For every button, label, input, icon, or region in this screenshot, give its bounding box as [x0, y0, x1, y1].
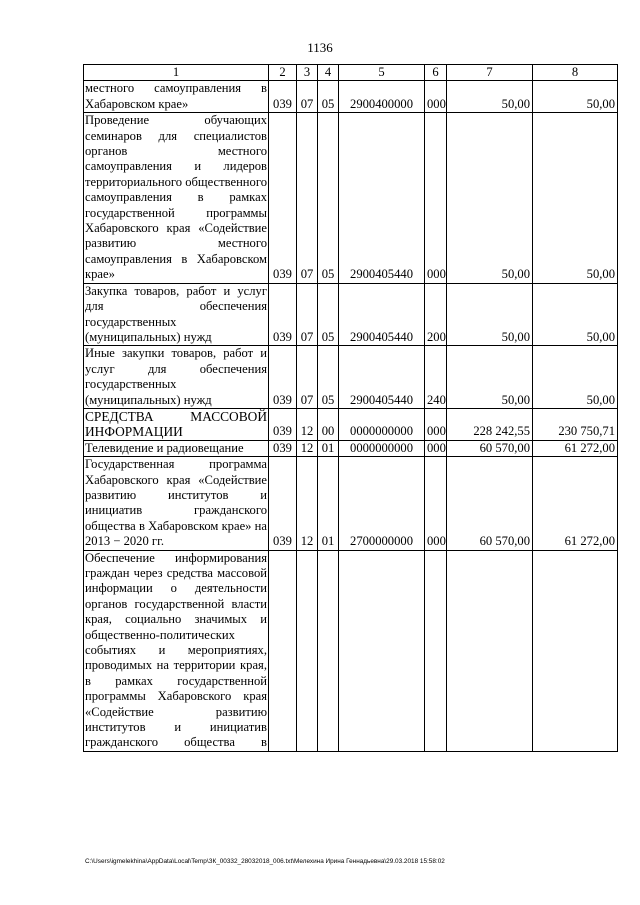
expense-type-code: 000 — [425, 113, 447, 283]
amount-year-1: 50,00 — [447, 113, 533, 283]
budget-table — [83, 64, 618, 752]
target-article-code: 2900405440 — [339, 283, 425, 346]
amount-year-1: 60 570,00 — [447, 457, 533, 550]
subsection-code: 05 — [318, 81, 339, 113]
amount-year-2: 50,00 — [533, 113, 618, 283]
expense-type-code: 000 — [425, 440, 447, 456]
expense-type-code: 000 — [425, 81, 447, 113]
amount-year-2 — [533, 550, 618, 751]
column-header: 8 — [533, 65, 618, 81]
section-code: 07 — [297, 113, 318, 283]
amount-year-2: 50,00 — [533, 283, 618, 346]
row-name: Государственная программа Хабаровского края «Содействие развитию институтов и инициатив гражданского общества в Хабаровском крае» на 2013 − 2020 гг. — [85, 457, 267, 549]
page-number: 1136 — [307, 40, 333, 55]
column-header: 5 — [339, 65, 425, 81]
row-name: СРЕДСТВА МАССОВОЙ ИНФОРМАЦИИ — [85, 408, 267, 440]
row-name: Обеспечение информирования граждан через средства массовой информации о деятельности органов государственной власти края, социально значимых и общественно-политических событиях и мероприятиях, проводимых на территории края, в рамках государственной программы Хабаровского края «Содействие развитию институтов и инициатив гражданского общества в — [85, 550, 267, 750]
subsection-code: 01 — [318, 457, 339, 550]
column-header: 6 — [425, 65, 447, 81]
column-header: 7 — [447, 65, 533, 81]
row-name: местного самоуправления в Хабаровском крае» — [85, 81, 267, 111]
amount-year-2: 50,00 — [533, 346, 618, 409]
subsection-code: 05 — [318, 113, 339, 283]
section-code: 12 — [297, 457, 318, 550]
table-row — [84, 440, 618, 456]
table-row — [84, 346, 618, 409]
amount-year-1: 228 242,55 — [447, 408, 533, 440]
table-row — [84, 283, 618, 346]
subsection-code: 05 — [318, 346, 339, 409]
amount-year-2: 61 272,00 — [533, 457, 618, 550]
amount-year-2: 230 750,71 — [533, 408, 618, 440]
row-name: Иные закупки товаров, работ и услуг для обеспечения государственных (муниципальных) нужд — [85, 346, 267, 407]
column-header: 3 — [297, 65, 318, 81]
amount-year-1: 50,00 — [447, 346, 533, 409]
expense-type-code: 000 — [425, 457, 447, 550]
ministry-code: 039 — [269, 457, 297, 550]
target-article-code: 0000000000 — [339, 408, 425, 440]
target-article-code: 2900405440 — [339, 346, 425, 409]
section-code: 07 — [297, 283, 318, 346]
row-name: Телевидение и радиовещание — [84, 440, 269, 456]
table-row — [84, 408, 618, 440]
section-code: 12 — [297, 440, 318, 456]
amount-year-1: 50,00 — [447, 283, 533, 346]
section-code: 07 — [297, 81, 318, 113]
ministry-code: 039 — [269, 346, 297, 409]
ministry-code — [269, 550, 297, 751]
table-row — [84, 113, 618, 283]
section-code: 12 — [297, 408, 318, 440]
target-article-code: 2900400000 — [339, 81, 425, 113]
ministry-code: 039 — [269, 408, 297, 440]
row-name: Закупка товаров, работ и услуг для обеспечения государственных (муниципальных) нужд — [85, 283, 267, 344]
ministry-code: 039 — [269, 283, 297, 346]
section-code — [297, 550, 318, 751]
amount-year-1: 60 570,00 — [447, 440, 533, 456]
table-row — [84, 81, 618, 113]
section-code: 07 — [297, 346, 318, 409]
column-header: 2 — [269, 65, 297, 81]
amount-year-2: 50,00 — [533, 81, 618, 113]
target-article-code — [339, 550, 425, 751]
column-header: 1 — [84, 65, 269, 81]
column-header: 4 — [318, 65, 339, 81]
table-row — [84, 550, 618, 751]
subsection-code — [318, 550, 339, 751]
row-name: Проведение обучающих семинаров для специалистов органов местного самоуправления и лидеров территориального общественного самоуправления в рамках государственной программы Хабаровского края «Содействие развитию местного самоуправления в Хабаровском крае» — [85, 113, 267, 282]
subsection-code: 01 — [318, 440, 339, 456]
amount-year-1: 50,00 — [447, 81, 533, 113]
target-article-code: 2900405440 — [339, 113, 425, 283]
ministry-code: 039 — [269, 440, 297, 456]
target-article-code: 0000000000 — [339, 440, 425, 456]
expense-type-code: 200 — [425, 283, 447, 346]
expense-type-code: 000 — [425, 408, 447, 440]
subsection-code: 05 — [318, 283, 339, 346]
table-row — [84, 457, 618, 550]
amount-year-2: 61 272,00 — [533, 440, 618, 456]
table-header-row — [84, 65, 618, 81]
subsection-code: 00 — [318, 408, 339, 440]
expense-type-code — [425, 550, 447, 751]
ministry-code: 039 — [269, 113, 297, 283]
ministry-code: 039 — [269, 81, 297, 113]
file-path-footer: C:\Users\igmelekhina\AppData\Local\Temp\ЗК_00332_28032018_006.txt\Мелехина Ирина Геннадьевна\29.03.2018 15:58:02 — [85, 858, 445, 865]
expense-type-code: 240 — [425, 346, 447, 409]
target-article-code: 2700000000 — [339, 457, 425, 550]
amount-year-1 — [447, 550, 533, 751]
